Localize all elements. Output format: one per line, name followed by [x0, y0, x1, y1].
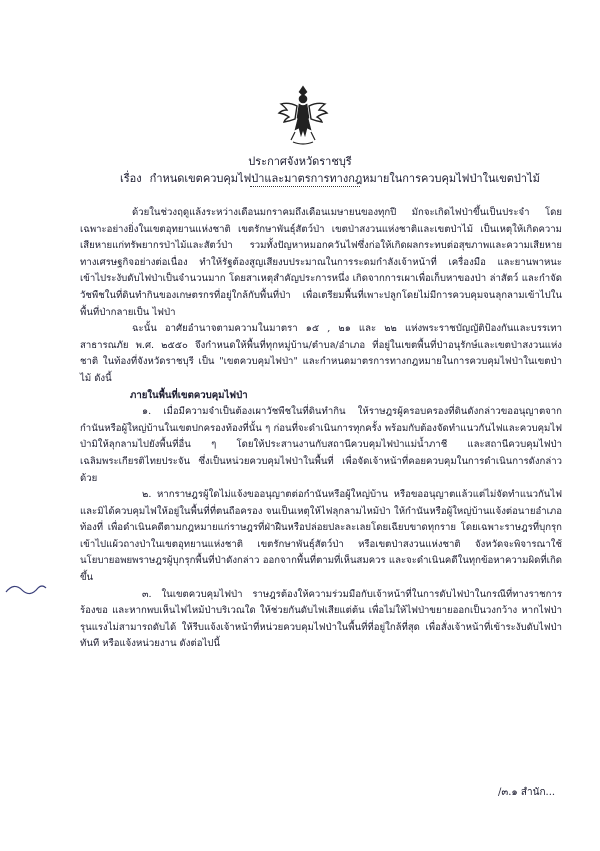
subject-label: เรื่อง: [120, 172, 142, 185]
pen-stroke-mark: [4, 582, 48, 600]
body-paragraph: ฉะนั้น อาศัยอำนาจตามความในมาตรา ๑๕ , ๒๑ และ ๒๒ แห่งพระราชบัญญัติป้องกันและบรรเทาสาธารณภัย พ.ศ. ๒๕๕๐ จึงกำหนดให้พื้นที่ทุกหมู่บ้าน/ตำบล/อำเภอ ที่อยู่ในเขตพื้นที่ป่าอนุรักษ์และเขตป่าสงวนแห่งชาติ ในท้องที่จังหวัดราชบุรี เป็น "เขตควบคุมไฟป่า" และกำหนดมาตรการทางกฎหมายในการควบคุมไฟป่าในเขตป่าไม้ ดังนี้: [80, 323, 562, 384]
section-heading: ภายในพื้นที่เขตควบคุมไฟป่า: [130, 389, 248, 401]
continuation-reference: /๓.๑ สำนัก...: [498, 787, 556, 798]
subject-text: กำหนดเขตควบคุมไฟป่าและมาตรการทางกฎหมายในการควบคุมไฟป่าในเขตป่าไม้: [149, 172, 540, 185]
numbered-item: ๓. ในเขตควบคุมไฟป่า ราษฎรต้องให้ความร่วมมือกับเจ้าหน้าที่ในการดับไฟป่าในกรณีที่ทางราชการร้องขอ และหากพบเห็นไฟไหม้ป่าบริเวณใด ให้ช่วยกันดับไฟเสียแต่ต้น เพื่อไม่ให้ไฟป่าขยายออกเป็นวงกว้าง หากไฟป่ารุนแรงไม่สามารถดับได้ ให้รีบแจ้งเจ้าหน้าที่หน่วยควบคุมไฟป่าในพื้นที่ที่อยู่ใกล้ที่สุด เพื่อสั่งเจ้าหน้าที่เข้าระงับดับไฟป่าทันที หรือแจ้งหน่วยงาน ดังต่อไปนี้: [80, 588, 562, 650]
body-paragraph: ด้วยในช่วงฤดูแล้งระหว่างเดือนมกราคมถึงเดือนเมษายนของทุกปี มักจะเกิดไฟป่าขึ้นเป็นประจำ โดยเฉพาะอย่างยิ่งในเขตอุทยานแห่งชาติ เขตรักษาพันธุ์สัตว์ป่า เขตป่าสงวนแห่งชาติและเขตป่าไม้ เป็นเหตุให้เกิดความเสียหายแก่ทรัพยากรป่าไม้และสัตว์ป่า รวมทั้งปัญหาหมอกควันไฟซึ่งก่อให้เกิดผลกระทบต่อสุขภาพและความเสียหายทางเศรษฐกิจอย่างต่อเนื่อง ทำให้รัฐต้องสูญเสียงบประมาณในการระดมกำลังเจ้าหน้าที่ เครื่องมือ และยานพาหนะเข้าไประงับดับไฟป่าเป็นจำนวนมาก โดยสาเหตุสำคัญประการหนึ่ง เกิดจากการเผาเพื่อเก็บหาของป่า ล่าสัตว์ และกำจัดวัชพืชในที่ดินทำกินของเกษตรกรที่อยู่ใกล้กับพื้นที่ป่า เพื่อเตรียมพื้นที่เพาะปลูกโดยไม่มีการควบคุมจนลุกลามเข้าไปในพื้นที่ป่ากลายเป็น ไฟป่า: [80, 207, 562, 318]
header-divider: [250, 186, 360, 187]
garuda-emblem-icon: [275, 82, 331, 148]
announcement-title: ประกาศจังหวัดราชบุรี: [248, 155, 352, 168]
numbered-item: ๑. เมื่อมีความจำเป็นต้องเผาวัชพืชในที่ดินทำกิน ให้ราษฎรผู้ครอบครองที่ดินดังกล่าวขออนุญาตจากกำนันหรือผู้ใหญ่บ้านในเขตปกครองท้องที่นั้น ๆ ก่อนที่จะดำเนินการทุกครั้ง พร้อมกับต้องจัดทำแนวกันไฟและควบคุมไฟป่ามิให้ลุกลามไปยังพื้นที่อื่น ๆ โดยให้ประสานงานกับสถานีควบคุมไฟป่าแม่น้ำภาชี และสถานีควบคุมไฟป่าเฉลิมพระเกียรติไทยประจัน ซึ่งเป็นหน่วยควบคุมไฟป่าในพื้นที่ เพื่อจัดเจ้าหน้าที่คอยควบคุมในการดำเนินการดังกล่าวด้วย: [80, 406, 562, 484]
document-body: [80, 205, 562, 653]
numbered-item: ๒. หากราษฎรผู้ใดไม่แจ้งขออนุญาตต่อกำนันหรือผู้ใหญ่บ้าน หรือขออนุญาตแล้วแต่ไม่จัดทำแนวกันไฟและมิได้ควบคุมไฟให้อยู่ในพื้นที่ที่ตนถือครอง จนเป็นเหตุให้ไฟลุกลามไหม้ป่า ให้กำนันหรือผู้ใหญ่บ้านแจ้งต่อนายอำเภอท้องที่ เพื่อดำเนินคดีตามกฎหมายแก่ราษฎรที่ฝ่าฝืนหรือปล่อยปละละเลยโดยเฉียบขาดทุกราย โดยเฉพาะราษฎรที่บุกรุกเข้าไปแผ้วถางป่าในเขตอุทยานแห่งชาติ เขตรักษาพันธุ์สัตว์ป่า หรือเขตป่าสงวนแห่งชาติ จังหวัดจะพิจารณาใช้นโยบายอพยพราษฎรผู้บุกรุกพื้นที่ป่าดังกล่าว ออกจากพื้นที่ตามที่เห็นสมควร และจะดำเนินคดีในทุกข้อหาความผิดที่เกิดขึ้น: [80, 489, 562, 584]
subject-line: [120, 169, 540, 187]
